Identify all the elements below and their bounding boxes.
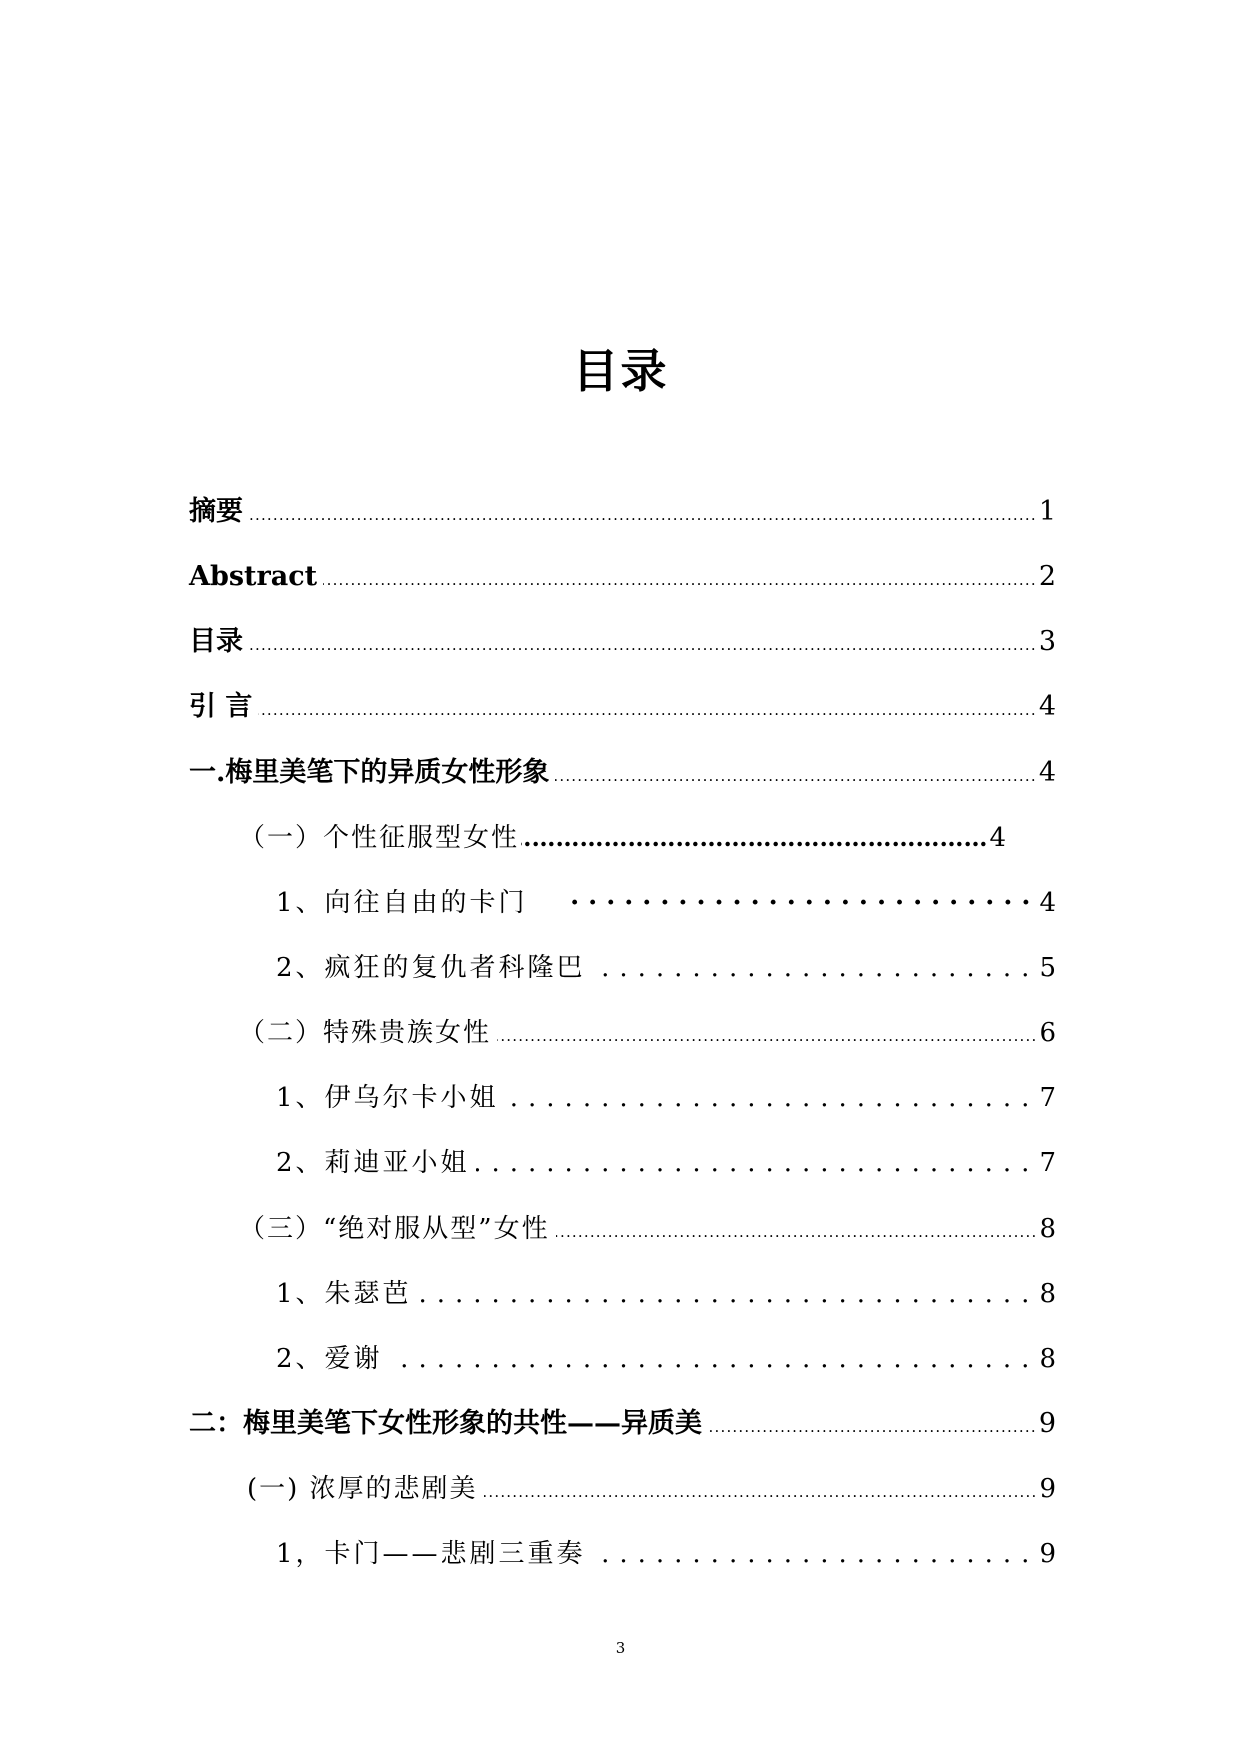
toc-entry <box>189 1408 1056 1440</box>
toc-entry <box>189 691 1056 723</box>
toc-entry <box>239 822 1006 854</box>
toc-leader <box>497 1020 1037 1052</box>
toc-entry-page: 3 <box>1038 626 1056 657</box>
toc-entry-label: （二）特殊贵族女性 <box>239 1018 492 1048</box>
toc-entry-page: 5 <box>1039 953 1056 983</box>
toc-entry-label: 2、爱谢 <box>276 1344 383 1374</box>
toc-leader <box>418 1278 1040 1310</box>
toc-entry <box>276 1278 1056 1310</box>
toc-entry-page: 8 <box>1039 1344 1056 1374</box>
toc-leader <box>249 499 1037 531</box>
toc-entry-page: 4 <box>1038 757 1056 788</box>
toc-entry <box>189 626 1056 658</box>
toc-entry-label: 目录 <box>189 626 243 657</box>
toc-entry-label: （一）个性征服型女性 <box>239 823 520 853</box>
toc-entry <box>276 887 1056 919</box>
toc-entry <box>189 757 1056 789</box>
toc-entry-page: 6 <box>1039 1018 1056 1048</box>
toc-entry-page: 9 <box>1038 1408 1056 1439</box>
toc-entry-page: 4 <box>1038 691 1056 722</box>
toc-entry-label: 1、朱瑟芭 <box>276 1279 412 1309</box>
toc-leader <box>556 1216 1038 1248</box>
toc-entry-page: 9 <box>1039 1474 1056 1504</box>
toc-entry-page: 7 <box>1039 1083 1056 1113</box>
toc-entry-label: 引 言 <box>189 691 253 722</box>
toc-entry <box>239 1017 1056 1049</box>
toc-leader <box>708 1411 1037 1443</box>
toc-entry-label: 摘要 <box>189 496 243 527</box>
toc-entry-label: 2、莉迪亚小姐 <box>276 1148 470 1178</box>
toc-leader <box>592 952 1040 984</box>
toc-leader <box>568 887 1040 919</box>
toc-leader <box>555 760 1036 792</box>
toc-entry-page: 2 <box>1038 561 1056 592</box>
toc-leader <box>505 1082 1040 1114</box>
toc-entry-label: 一.梅里美笔下的异质女性形象 <box>189 757 550 788</box>
toc-entry <box>276 1082 1056 1114</box>
toc-entry <box>189 561 1056 593</box>
toc-entry-label: 1、向往自由的卡门 <box>276 888 528 918</box>
toc-leader <box>389 1343 1040 1375</box>
toc-entry-label: 1、伊乌尔卡小姐 <box>276 1083 499 1113</box>
toc-entry <box>247 1473 1056 1505</box>
toc-entry-page: 7 <box>1039 1148 1056 1178</box>
toc-leader <box>484 1476 1038 1508</box>
toc-entry-page: 1 <box>1038 496 1056 527</box>
toc-leader <box>592 1538 1040 1570</box>
toc-leader <box>323 564 1037 596</box>
toc-leader <box>258 694 1036 726</box>
toc-entry <box>239 1213 1056 1245</box>
toc-entry <box>276 1147 1056 1179</box>
toc-title: 目录 <box>572 344 669 398</box>
toc-entry-page: 8 <box>1039 1214 1056 1244</box>
toc-entry-label: （三）“绝对服从型”女性 <box>239 1214 550 1244</box>
toc-entry-page: 4 <box>1039 888 1056 918</box>
toc-entry-page: 8 <box>1039 1279 1056 1309</box>
toc-entry <box>276 1343 1056 1375</box>
toc-entry-label: 2、疯狂的复仇者科隆巴 <box>276 953 586 983</box>
page-number: 3 <box>615 1639 626 1657</box>
toc-entry <box>189 496 1056 528</box>
toc-entry-page: 9 <box>1039 1539 1056 1569</box>
toc-entry-label: 二：梅里美笔下女性形象的共性——异质美 <box>189 1408 702 1439</box>
toc-entry <box>276 952 1056 984</box>
toc-entry-label: (一) 浓厚的悲剧美 <box>247 1474 478 1504</box>
toc-entry-page: 4 <box>989 823 1006 853</box>
toc-leader <box>476 1147 1040 1179</box>
toc-entry-label: Abstract <box>189 561 318 592</box>
toc-leader <box>521 822 987 854</box>
toc-entry <box>276 1538 1056 1570</box>
toc-leader <box>249 629 1037 661</box>
toc-entry-label: 1，卡门——悲剧三重奏 <box>276 1539 586 1569</box>
